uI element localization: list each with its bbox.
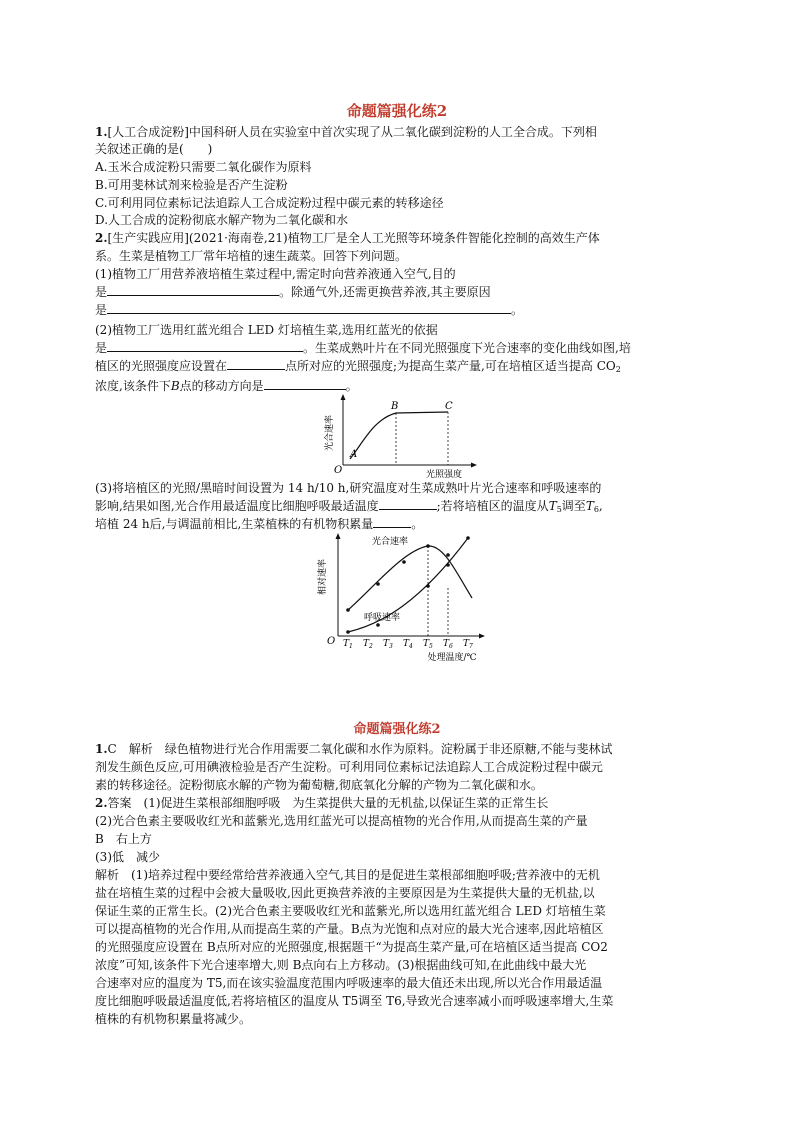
a1-number: 1. — [95, 742, 108, 756]
q2-part3-line2 — [95, 498, 603, 518]
a2-line2: (2)光合色素主要吸收红光和蓝紫光,选用红蓝光可以提高植物的光合作用,从而提高生菜的产量 — [95, 814, 588, 828]
graph1-label-c: C — [445, 401, 453, 412]
q2-part1-line1: (1)植物工厂用营养液培植生菜过程中,需定时向营养液通入空气,目的 — [95, 267, 456, 281]
graph1-label-a: A — [350, 449, 358, 460]
a2-line3: B 右上方 — [95, 832, 152, 846]
graph1-y-arrow — [341, 394, 346, 400]
q2-text: 。 — [511, 303, 524, 317]
light-intensity-graph — [318, 393, 478, 479]
q2-stem1: [生产实践应用](2021·海南卷,21)植物工厂是全人工光照等环境条件智能化控制的高效生产体 — [107, 231, 600, 245]
q1-option-d: D.人工合成的淀粉彻底水解产物为二氧化碳和水 — [95, 213, 349, 227]
q2-text: 。 — [411, 517, 424, 531]
q1-number: 1. — [95, 125, 108, 139]
graph2-origin: O — [327, 636, 336, 647]
q2-text: 。除通气外,还需更换营养液,其主要原因 — [279, 285, 491, 299]
temp-symbol: T — [548, 499, 557, 513]
a2-line13: 植株的有机物积累量将减少。 — [95, 1012, 252, 1026]
tick-t7-sub: 7 — [469, 643, 473, 650]
q2-text: 点所对应的光照强度;为提高生菜产量,可在培植区适当提高 CO — [285, 359, 616, 373]
q2-text: 浓度,该条件下 — [95, 379, 171, 393]
tick-t4: $T_4$ — [403, 639, 413, 650]
resp-point-t1 — [346, 630, 350, 634]
graph1-ylabel: 光合速率 — [325, 414, 335, 452]
a2-line11: 合速率对应的温度为 T5,而在该实验温度范围内呼吸速率的最大值还未出现,所以光合作用最适温 — [95, 976, 603, 990]
tick-t6: $T_6$ — [443, 639, 453, 650]
temp-symbol: T — [585, 499, 594, 513]
graph2-x-arrow — [479, 634, 485, 639]
q2-text: , — [598, 499, 603, 513]
q2-text: 点的移动方向是 — [179, 379, 264, 393]
graph1-xlabel: 光照强度 — [425, 470, 463, 479]
q1-stem-line1 — [95, 124, 597, 140]
tick-t3: $T_3$ — [383, 639, 393, 650]
q2-text: 培植 24 h后,与调温前相比,生菜植株的有机物积累量 — [95, 517, 374, 531]
graph2-ylabel: 相对速率 — [318, 558, 328, 596]
q2-part2-line3 — [95, 358, 621, 378]
graph2-label-photo: 光合速率 — [372, 537, 409, 547]
tick-t1-sub: 1 — [349, 643, 353, 650]
q1-option-b: B.可用斐林试剂来检验是否产生淀粉 — [95, 178, 288, 192]
resp-point-t6 — [446, 563, 450, 567]
resp-point-t7 — [466, 536, 470, 540]
tick-t5: $T_5$ — [423, 639, 433, 650]
tick-t2: $T_2$ — [363, 639, 373, 650]
tick-t1: $T_1$ — [343, 639, 353, 650]
resp-point-t3 — [376, 623, 380, 627]
q1-option-c: C.可利用同位素标记法追踪人工合成淀粉过程中碳元素的转移途径 — [95, 196, 444, 210]
a2-line9: 的光照强度应设置在 B点所对应的光照强度,根据题干“为提高生菜产量,可在培植区适当提高 CO2 — [95, 940, 608, 954]
a2-line8: 可以提高植物的光合作用,从而提高生菜的产量。B点为光饱和点对应的最大光合速率,因此培植区 — [95, 922, 604, 936]
tick-t4-sub: 4 — [409, 643, 413, 650]
a2-line6: 盐在培植生菜的过程中会被大量吸收,因此更换营养液的主要原因是为生菜提供大量的无机盐,以 — [95, 886, 595, 900]
q2-part3-line3 — [95, 516, 423, 532]
tick-t2-sub: 2 — [369, 643, 373, 650]
a2-number: 2. — [95, 796, 108, 810]
a2-line12: 度比细胞呼吸最适温度低,若将培植区的温度从 T5调至 T6,导致光合速率减小而呼吸速率增大,生菜 — [95, 994, 614, 1008]
graph2-label-resp: 呼吸速率 — [364, 613, 401, 623]
q2-text: 是 — [95, 341, 108, 355]
a2-line10: 浓度”可知,该条件下光合速率增大,则 B点向右上方移动。(3)根据曲线可知,在此曲线中最大光 — [95, 958, 587, 972]
graph1-curve — [350, 412, 448, 459]
subscript: 5 — [556, 505, 562, 514]
tick-t3-sub: 3 — [389, 643, 393, 650]
q2-text: ;若将培植区的温度从 — [436, 499, 549, 513]
answer-blank-5[interactable] — [264, 378, 346, 390]
graph1-label-b: B — [391, 401, 399, 412]
photo-point-t6 — [446, 553, 450, 557]
q2-stem-line1 — [95, 230, 600, 246]
answer-blank-7[interactable] — [373, 516, 411, 528]
q2-part2-line1: (2)植物工厂选用红蓝光组合 LED 灯培植生菜,选用红蓝光的依据 — [95, 323, 438, 337]
q1-option-a: A.玉米合成淀粉只需要二氧化碳作为原料 — [95, 160, 312, 174]
q2-part2-line2 — [95, 340, 631, 356]
q2-text: 。 — [345, 379, 358, 393]
q2-part1-line2 — [95, 284, 491, 300]
subscript: 6 — [593, 505, 599, 514]
tick-t5-sub: 5 — [429, 643, 433, 650]
tick-t6-sub: 6 — [449, 643, 453, 650]
q2-text: 是 — [95, 303, 108, 317]
q1-stem1: [人工合成淀粉]中国科研人员在实验室中首次实现了从二氧化碳到淀粉的人工全合成。下列相 — [107, 125, 597, 139]
graph1-origin: O — [334, 465, 343, 476]
graph2-ticks — [343, 639, 473, 650]
graph2-y-arrow — [336, 533, 341, 539]
page-title: 命题篇强化练2 — [346, 102, 448, 120]
answer-blank-1[interactable] — [107, 284, 279, 296]
q2-text: 是 — [95, 285, 108, 299]
answer-blank-6[interactable] — [379, 498, 437, 510]
graph1-x-arrow — [471, 463, 477, 468]
q2-stem-line2: 系。生菜是植物工厂常年培植的速生蔬菜。回答下列问题。 — [95, 249, 408, 263]
a2-line4: (3)低 减少 — [95, 850, 160, 864]
photo-point-t1 — [346, 608, 350, 612]
graph2-xlabel: 处理温度/℃ — [427, 653, 477, 663]
a2-line5: 解析 (1)培养过程中要经常给营养液通入空气,其目的是促进生菜根部细胞呼吸;营养液中的无机 — [95, 868, 600, 882]
answer-text: 答案 (1)促进生菜根部细胞呼吸 为生菜提供大量的无机盐,以保证生菜的正常生长 — [107, 796, 549, 810]
a1-line2: 剂发生颜色反应,可用碘液检验是否产生淀粉。可利用同位素标记法追踪人工合成淀粉过程中碳元 — [95, 760, 603, 774]
a1-line3: 素的转移途径。淀粉彻底水解的产物为葡萄糖,彻底氧化分解的产物为二氧化碳和水。 — [95, 778, 543, 792]
answer-blank-3[interactable] — [107, 340, 303, 352]
tick-t7: $T_7$ — [463, 639, 473, 650]
q1-stem-line2: 关叙述正确的是( ) — [95, 142, 213, 156]
q2-part2-line4 — [95, 378, 358, 394]
point-b-label: B — [170, 379, 180, 393]
q2-number: 2. — [95, 231, 108, 245]
answer-blank-4[interactable] — [227, 358, 285, 370]
a1-line1 — [95, 741, 613, 757]
subscript: 2 — [615, 365, 621, 374]
answer-title: 命题篇强化练2 — [353, 722, 441, 737]
a2-line1 — [95, 795, 548, 811]
q2-text: 影响,结果如图,光合作用最适温度比细胞呼吸最适温度 — [95, 499, 379, 513]
answer-blank-2[interactable] — [107, 302, 511, 314]
answer-text: C 解析 绿色植物进行光合作用需要二氧化碳和水作为原料。淀粉属于非还原糖,不能与斐林试 — [107, 742, 613, 756]
q2-text: 。生菜成熟叶片在不同光照强度下光合速率的变化曲线如图,培 — [303, 341, 631, 355]
q2-text: 调至 — [561, 499, 586, 513]
photo-point-t3 — [376, 582, 380, 586]
temperature-rate-graph — [312, 532, 487, 665]
photo-point-t4 — [402, 560, 406, 564]
q2-part3-line1: (3)将培植区的光照/黑暗时间设置为 14 h/10 h,研究温度对生菜成熟叶片光合速率和呼吸速率的 — [95, 481, 602, 495]
q2-text: 植区的光照强度应设置在 — [95, 359, 228, 373]
q2-part1-line3 — [95, 302, 523, 318]
a2-line7: 保证生菜的正常生长。(2)光合色素主要吸收红光和蓝紫光,所以选用红蓝光组合 LED 灯培植生菜 — [95, 904, 606, 918]
